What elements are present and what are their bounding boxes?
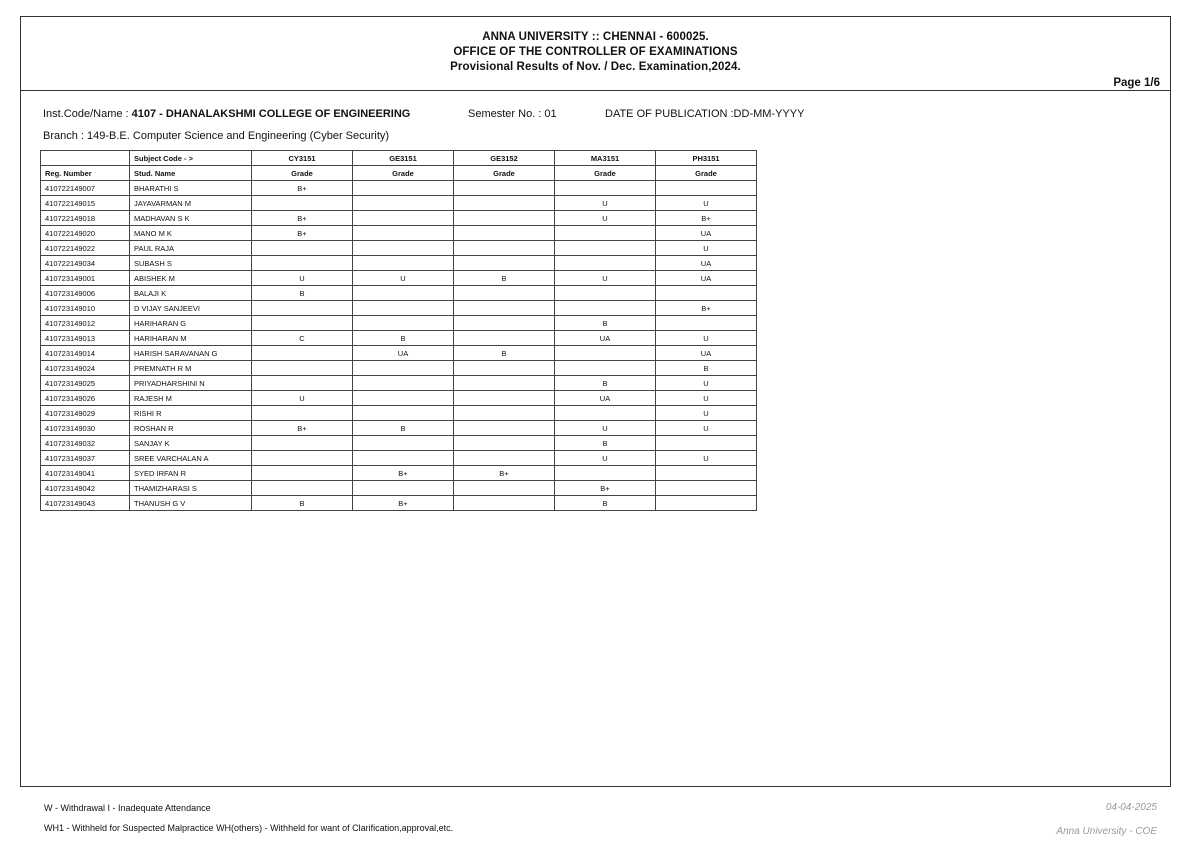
- grade-cell: [555, 361, 656, 376]
- grade-cell: [353, 286, 454, 301]
- grade-cell: U: [656, 241, 757, 256]
- grade-cell: [454, 361, 555, 376]
- grade-cell: [454, 226, 555, 241]
- grade-cell: [353, 196, 454, 211]
- table-row: [41, 226, 757, 241]
- grade-cell: [252, 316, 353, 331]
- table-row: [41, 241, 757, 256]
- grade-cell: B+: [353, 466, 454, 481]
- student-name-cell: SUBASH S: [130, 256, 252, 271]
- student-name-cell: PREMNATH R M: [130, 361, 252, 376]
- grade-cell: B+: [555, 481, 656, 496]
- grade-cell: B: [454, 271, 555, 286]
- grade-cell: U: [353, 271, 454, 286]
- grade-cell: [656, 481, 757, 496]
- grade-cell: B+: [252, 226, 353, 241]
- grade-cell: [353, 241, 454, 256]
- reg-number-cell: 410723149029: [41, 406, 130, 421]
- grade-cell: [252, 196, 353, 211]
- grade-cell: B: [555, 436, 656, 451]
- results-table-body: [41, 151, 757, 511]
- student-name-cell: BHARATHI S: [130, 181, 252, 196]
- legend-withdrawal: W - Withdrawal I - Inadequate Attendance: [44, 803, 211, 813]
- grade-cell: B+: [252, 181, 353, 196]
- student-name-cell: RISHI R: [130, 406, 252, 421]
- grade-cell: [656, 286, 757, 301]
- inst-label: Inst.Code/Name :: [43, 108, 132, 120]
- reg-number-cell: 410723149010: [41, 301, 130, 316]
- grade-cell: [353, 376, 454, 391]
- institution-info: [43, 108, 410, 120]
- reg-number-header: Reg. Number: [41, 166, 130, 181]
- table-row: [41, 496, 757, 511]
- reg-number-cell: 410723149001: [41, 271, 130, 286]
- grade-cell: [555, 241, 656, 256]
- grade-cell: B: [252, 286, 353, 301]
- branch-info: Branch : 149-B.E. Computer Science and Engineering (Cyber Security): [43, 130, 390, 142]
- grade-cell: [454, 406, 555, 421]
- grade-cell: [454, 391, 555, 406]
- reg-number-cell: 410723149041: [41, 466, 130, 481]
- reg-number-cell: 410723149025: [41, 376, 130, 391]
- column-header-row: [41, 166, 757, 181]
- grade-cell: [454, 451, 555, 466]
- grade-cell: B+: [454, 466, 555, 481]
- grade-cell: [454, 181, 555, 196]
- table-row: [41, 481, 757, 496]
- grade-cell: B: [555, 496, 656, 511]
- student-name-cell: BALAJI K: [130, 286, 252, 301]
- reg-number-cell: 410723149037: [41, 451, 130, 466]
- table-row: [41, 196, 757, 211]
- grade-cell: [353, 211, 454, 226]
- grade-cell: C: [252, 331, 353, 346]
- subject-code-cell: MA3151: [555, 151, 656, 166]
- grade-cell: [454, 481, 555, 496]
- legend-withheld: WH1 - Withheld for Suspected Malpractice WH(others) - Withheld for want of Clarification,approval,etc.: [44, 823, 454, 833]
- reg-number-cell: 410723149042: [41, 481, 130, 496]
- table-row: [41, 271, 757, 286]
- page-number: Page 1/6: [1113, 77, 1160, 89]
- grade-cell: [252, 361, 353, 376]
- student-name-cell: PRIYADHARSHINI N: [130, 376, 252, 391]
- reg-number-cell: 410722149020: [41, 226, 130, 241]
- grade-cell: B+: [656, 301, 757, 316]
- grade-header: Grade: [555, 166, 656, 181]
- student-name-cell: RAJESH M: [130, 391, 252, 406]
- table-row: [41, 376, 757, 391]
- subject-code-cell: PH3151: [656, 151, 757, 166]
- student-name-cell: THANUSH G V: [130, 496, 252, 511]
- table-row: [41, 346, 757, 361]
- grade-cell: [656, 436, 757, 451]
- student-name-cell: SANJAY K: [130, 436, 252, 451]
- grade-cell: [454, 436, 555, 451]
- publication-date: DATE OF PUBLICATION :DD-MM-YYYY: [605, 108, 805, 120]
- grade-cell: B: [555, 376, 656, 391]
- table-row: [41, 406, 757, 421]
- subject-code-label: Subject Code - >: [130, 151, 252, 166]
- grade-cell: U: [555, 196, 656, 211]
- grade-cell: [353, 436, 454, 451]
- student-name-cell: HARIHARAN M: [130, 331, 252, 346]
- grade-cell: B: [656, 361, 757, 376]
- grade-cell: B+: [252, 211, 353, 226]
- table-row: [41, 391, 757, 406]
- grade-cell: U: [656, 376, 757, 391]
- table-row: [41, 361, 757, 376]
- grade-cell: U: [656, 391, 757, 406]
- grade-cell: B: [555, 316, 656, 331]
- table-row: [41, 211, 757, 226]
- subject-code-cell: CY3151: [252, 151, 353, 166]
- grade-cell: [555, 286, 656, 301]
- grade-cell: [252, 436, 353, 451]
- table-row: [41, 466, 757, 481]
- grade-cell: [454, 316, 555, 331]
- document-header: [21, 17, 1170, 91]
- grade-cell: [454, 376, 555, 391]
- table-row: [41, 316, 757, 331]
- grade-header: Grade: [353, 166, 454, 181]
- student-name-cell: ROSHAN R: [130, 421, 252, 436]
- grade-cell: U: [555, 451, 656, 466]
- grade-cell: [252, 481, 353, 496]
- grade-cell: [555, 181, 656, 196]
- reg-number-cell: 410722149022: [41, 241, 130, 256]
- office-title: OFFICE OF THE CONTROLLER OF EXAMINATIONS: [453, 46, 738, 58]
- table-row: [41, 331, 757, 346]
- student-name-cell: SYED IRFAN R: [130, 466, 252, 481]
- reg-number-cell: 410723149013: [41, 331, 130, 346]
- grade-cell: [454, 211, 555, 226]
- table-row: [41, 436, 757, 451]
- grade-cell: [252, 466, 353, 481]
- reg-number-cell: 410722149015: [41, 196, 130, 211]
- grade-cell: [252, 451, 353, 466]
- reg-number-cell: 410723149014: [41, 346, 130, 361]
- grade-cell: [656, 466, 757, 481]
- grade-cell: [555, 256, 656, 271]
- grade-cell: [454, 241, 555, 256]
- reg-number-cell: 410723149006: [41, 286, 130, 301]
- grade-cell: U: [656, 196, 757, 211]
- grade-cell: [454, 301, 555, 316]
- grade-cell: [555, 406, 656, 421]
- reg-number-cell: 410723149012: [41, 316, 130, 331]
- grade-cell: [454, 421, 555, 436]
- grade-cell: U: [252, 391, 353, 406]
- reg-number-cell: 410723149032: [41, 436, 130, 451]
- blank-header-cell: [41, 151, 130, 166]
- grade-cell: UA: [555, 391, 656, 406]
- exam-title: Provisional Results of Nov. / Dec. Examination,2024.: [450, 61, 741, 73]
- table-row: [41, 301, 757, 316]
- student-name-cell: PAUL RAJA: [130, 241, 252, 256]
- grade-cell: [454, 331, 555, 346]
- student-name-cell: ABISHEK M: [130, 271, 252, 286]
- grade-cell: [252, 301, 353, 316]
- grade-header: Grade: [252, 166, 353, 181]
- grade-cell: B: [252, 496, 353, 511]
- reg-number-cell: 410723149043: [41, 496, 130, 511]
- grade-cell: UA: [353, 346, 454, 361]
- subject-code-row: [41, 151, 757, 166]
- student-name-cell: SREE VARCHALAN A: [130, 451, 252, 466]
- results-frame: [20, 16, 1171, 787]
- grade-cell: B: [353, 331, 454, 346]
- reg-number-cell: 410722149007: [41, 181, 130, 196]
- grade-cell: [252, 241, 353, 256]
- university-title: ANNA UNIVERSITY :: CHENNAI - 600025.: [482, 31, 709, 43]
- grade-cell: B+: [656, 211, 757, 226]
- grade-cell: [353, 226, 454, 241]
- grade-cell: UA: [656, 271, 757, 286]
- grade-cell: U: [656, 421, 757, 436]
- table-row: [41, 421, 757, 436]
- grade-cell: U: [555, 211, 656, 226]
- grade-cell: [353, 391, 454, 406]
- grade-cell: [656, 496, 757, 511]
- grade-cell: B: [454, 346, 555, 361]
- grade-cell: U: [656, 406, 757, 421]
- grade-cell: UA: [656, 226, 757, 241]
- grade-cell: U: [555, 421, 656, 436]
- table-row: [41, 286, 757, 301]
- table-row: [41, 181, 757, 196]
- grade-cell: U: [555, 271, 656, 286]
- reg-number-cell: 410723149026: [41, 391, 130, 406]
- grade-cell: [555, 226, 656, 241]
- grade-cell: [656, 181, 757, 196]
- student-name-cell: HARISH SARAVANAN G: [130, 346, 252, 361]
- reg-number-cell: 410723149030: [41, 421, 130, 436]
- results-table: [40, 150, 757, 511]
- grade-cell: [353, 316, 454, 331]
- grade-cell: [454, 196, 555, 211]
- grade-cell: [252, 346, 353, 361]
- student-name-cell: D VIJAY SANJEEVI: [130, 301, 252, 316]
- grade-cell: [353, 406, 454, 421]
- grade-cell: [555, 466, 656, 481]
- grade-cell: B+: [353, 496, 454, 511]
- grade-header: Grade: [454, 166, 555, 181]
- grade-cell: UA: [555, 331, 656, 346]
- table-row: [41, 451, 757, 466]
- grade-cell: [353, 256, 454, 271]
- reg-number-cell: 410722149034: [41, 256, 130, 271]
- grade-cell: [454, 496, 555, 511]
- semester-info: Semester No. : 01: [468, 108, 557, 120]
- grade-cell: [454, 256, 555, 271]
- grade-cell: [353, 451, 454, 466]
- grade-cell: [353, 481, 454, 496]
- student-name-cell: HARIHARAN G: [130, 316, 252, 331]
- grade-cell: [252, 376, 353, 391]
- grade-cell: [353, 361, 454, 376]
- grade-cell: [353, 181, 454, 196]
- grade-cell: B+: [252, 421, 353, 436]
- grade-cell: [555, 301, 656, 316]
- coe-watermark: Anna University - COE: [1056, 826, 1157, 837]
- grade-cell: [454, 286, 555, 301]
- grade-cell: B: [353, 421, 454, 436]
- student-name-cell: MANO M K: [130, 226, 252, 241]
- grade-cell: [555, 346, 656, 361]
- reg-number-cell: 410722149018: [41, 211, 130, 226]
- student-name-cell: JAYAVARMAN M: [130, 196, 252, 211]
- student-name-header: Stud. Name: [130, 166, 252, 181]
- grade-cell: U: [656, 331, 757, 346]
- grade-cell: UA: [656, 256, 757, 271]
- print-date: 04-04-2025: [1105, 802, 1157, 813]
- grade-header: Grade: [656, 166, 757, 181]
- grade-cell: U: [252, 271, 353, 286]
- grade-cell: [353, 301, 454, 316]
- grade-cell: U: [656, 451, 757, 466]
- grade-cell: [252, 406, 353, 421]
- inst-value: 4107 - DHANALAKSHMI COLLEGE OF ENGINEERING: [131, 108, 411, 120]
- table-row: [41, 256, 757, 271]
- student-name-cell: THAMIZHARASI S: [130, 481, 252, 496]
- subject-code-cell: GE3152: [454, 151, 555, 166]
- grade-cell: [656, 316, 757, 331]
- student-name-cell: MADHAVAN S K: [130, 211, 252, 226]
- subject-code-cell: GE3151: [353, 151, 454, 166]
- reg-number-cell: 410723149024: [41, 361, 130, 376]
- grade-cell: UA: [656, 346, 757, 361]
- grade-cell: [252, 256, 353, 271]
